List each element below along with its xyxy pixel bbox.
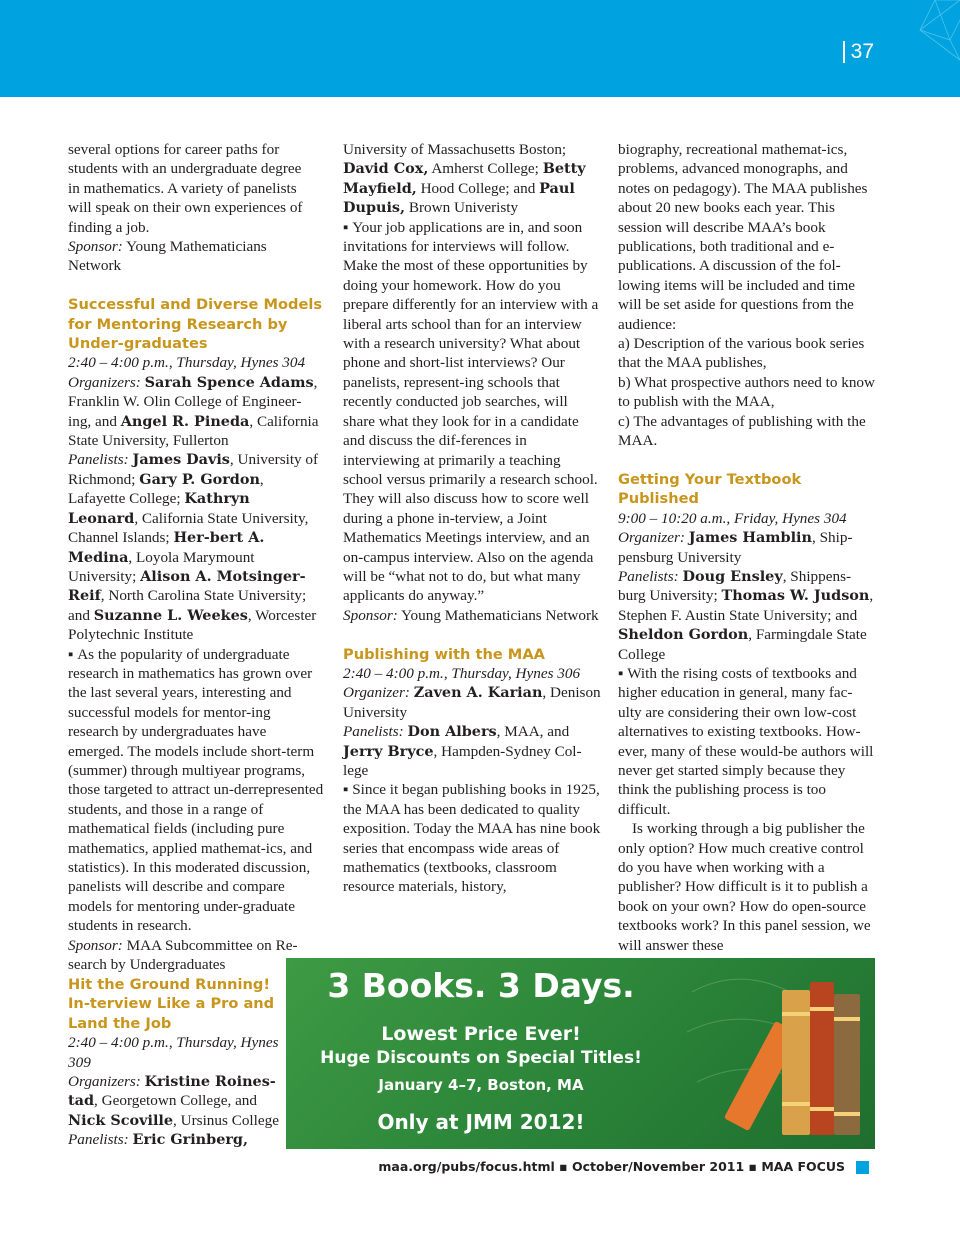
session-time: 9:00 – 10:20 a.m., Friday, Hynes 304 <box>618 509 847 527</box>
sponsor-text: Young Mathematicians <box>122 238 267 256</box>
sponsor-line <box>68 237 324 256</box>
text-line: students with an undergraduate degree <box>68 160 302 178</box>
session-time: 2:40 – 4:00 p.m., Thursday, Hynes 304 <box>68 354 306 372</box>
panelists-label: Panelists: <box>618 567 679 585</box>
affiliation: , Loyola Marymount University; <box>68 548 255 585</box>
affiliation: , Ship-pensburg University <box>618 529 853 566</box>
person-name: Thomas W. Judson <box>721 587 870 605</box>
affiliation: , Stephen F. Austin State University; and <box>618 587 874 624</box>
ad-line: Lowest Price Ever! <box>381 1023 581 1045</box>
affiliation: , Lafayette College; <box>68 470 264 508</box>
organizers <box>68 1072 282 1130</box>
list-item: a) Description of the various book series that the MAA publishes, <box>618 335 865 372</box>
text-line: Network <box>68 257 122 275</box>
sponsor-label: Sponsor: <box>343 606 398 624</box>
books-icon <box>687 972 867 1142</box>
organizers <box>68 373 324 451</box>
ad-line: Huge Discounts on Special Titles! <box>320 1048 642 1068</box>
affiliation: , University of Richmond; <box>68 451 319 488</box>
panelists <box>343 722 601 780</box>
person-name: Kathryn Leonard <box>68 490 250 527</box>
footer-square-marker <box>856 1161 869 1174</box>
text-line: finding a job. <box>68 218 150 236</box>
person-name: Gary P. Gordon <box>139 470 260 488</box>
list-item: b) What prospective authors need to know to publish with the MAA, <box>618 373 875 411</box>
organizers-label: Organizer: <box>343 684 410 702</box>
session-block-interview <box>68 975 282 1150</box>
affiliation: , Shippens-burg University; <box>618 567 852 605</box>
person-name: Nick Scoville <box>68 1111 174 1129</box>
affiliation: , North Carolina State University; and <box>68 587 307 624</box>
person-name: Sheldon Gordon <box>618 626 749 644</box>
ad-line: January 4–7, Boston, MA <box>378 1076 584 1094</box>
page-number <box>843 40 874 64</box>
session-title: Publishing with the MAA <box>343 645 545 663</box>
person-name: Eric Grinberg, <box>132 1131 249 1149</box>
sponsor-label: Sponsor: <box>68 238 123 256</box>
text-line: in mathematics. A variety of panelists <box>68 179 297 197</box>
panelists <box>68 1130 282 1149</box>
ad-line: Only at JMM 2012! <box>377 1110 585 1134</box>
geometric-ornament-icon <box>860 0 960 97</box>
session-description: ▪ Since it began publishing books in 1925, the MAA has been dedicated to quality exposition. Today the MAA has nine book series that encompass wide areas of mathematics (textbooks, classroom resource materials, history, <box>343 780 601 896</box>
session-title: Successful and Diverse Models for Mentoring Research by Under-graduates <box>68 296 323 353</box>
session-description-continued: biography, recreational mathemat-ics, problems, advanced monographs, and notes on pedagogy). The MAA publishes about 20 new books each year. This session will describe MAA’s book publications, both traditional and e-publications. A discussion of the fol-lowing items will be included and time will be set aside for questions from the audience: <box>618 141 868 333</box>
page-number-text: 37 <box>850 40 874 63</box>
column-3 <box>618 140 876 955</box>
sponsor-line <box>343 606 601 625</box>
organizers-label: Organizers: <box>68 1073 141 1091</box>
affiliation: Hood College; and <box>416 179 540 197</box>
session-title: Getting Your Textbook Published <box>618 470 802 508</box>
panelists-label: Panelists: <box>68 451 129 469</box>
affiliation: , Worcester Polytechnic Institute <box>68 606 317 644</box>
affiliation: University of Massachusetts Boston; <box>343 141 567 158</box>
person-name: James Hamblin <box>688 529 812 547</box>
organizers-label: Organizers: <box>68 373 141 391</box>
session-description: ▪ With the rising costs of textbooks and higher education in general, many fac-ulty are considering their own low-cost alternatives to existing textbooks. How-ever, many of these would-be authors will never get started simply because they think the publishing process is too difficult. <box>618 664 876 819</box>
person-name: Doug Ensley <box>682 567 783 585</box>
person-name: Kristine Roines-tad <box>68 1073 276 1110</box>
person-name: David Cox, <box>343 160 429 178</box>
person-name: Her-bert A. Medina <box>68 529 265 566</box>
person-name: Sarah Spence Adams <box>144 373 314 391</box>
affiliation: , Georgetown College, and <box>94 1092 257 1110</box>
divider <box>843 41 845 63</box>
sponsor-text: Young Mathematicians Network <box>397 606 599 624</box>
affiliation: , California State University, Fullerton <box>68 412 319 450</box>
affiliation: , Farmingdale State College <box>618 626 867 663</box>
affiliation: , Denison University <box>343 684 601 721</box>
person-name: James Davis <box>132 451 230 469</box>
affiliation: Amherst College; <box>428 160 543 178</box>
column-2 <box>343 140 601 897</box>
text-line: several options for career paths for <box>68 141 280 158</box>
header-bar <box>0 0 960 97</box>
session-title: Hit the Ground Running! In-terview Like a Pro and Land the Job <box>68 976 275 1032</box>
organizers <box>618 528 876 567</box>
text-line: will speak on their own experiences of <box>68 199 303 217</box>
panelists-continued <box>343 140 601 218</box>
session-time: 2:40 – 4:00 p.m., Thursday, Hynes 309 <box>68 1034 279 1071</box>
affiliation: Brown Univeristy <box>405 199 519 217</box>
sponsor-label: Sponsor: <box>68 936 123 954</box>
person-name: Jerry Bryce <box>343 742 434 760</box>
sponsor-text: MAA Subcommittee on Re-search by Undergraduates <box>68 936 298 974</box>
person-name: Suzanne L. Weekes <box>93 606 248 624</box>
person-name: Paul Dupuis, <box>343 179 575 217</box>
panelists-label: Panelists: <box>68 1131 129 1149</box>
jmm-book-sale-ad[interactable] <box>286 958 875 1149</box>
session-description: ▪ As the popularity of undergraduate research in mathematics has grown over the last several years, interesting and successful models for mentor-ing research by undergraduates have emerged. The models include short-term (summer) through multiyear programs, those targeted to attract un-derrepresented students, and those in a range of mathematical fields (including pure mathematics, applied mathemat-ics, and statistics). In this moderated discussion, panelists will describe and compare models for mentoring under-graduate students in research. <box>68 645 324 936</box>
affiliation: , Ursinus College <box>173 1111 279 1129</box>
ad-headline: 3 Books. 3 Days. <box>327 966 635 1005</box>
session-time: 2:40 – 4:00 p.m., Thursday, Hynes 306 <box>343 664 581 682</box>
column-1 <box>68 140 324 974</box>
person-name: Don Albers <box>407 723 497 741</box>
person-name: Alison A. Motsinger-Reif <box>68 567 306 605</box>
panelists <box>618 567 876 664</box>
panelists-label: Panelists: <box>343 723 404 741</box>
person-name: Angel R. Pineda <box>120 412 250 430</box>
person-name: Zaven A. Karian <box>413 684 543 702</box>
person-name: Betty Mayfield, <box>343 160 586 197</box>
affiliation: , Hampden-Sydney Col-lege <box>343 742 582 779</box>
affiliation: , California State University, Channel Islands; <box>68 509 309 547</box>
list-item: c) The advantages of publishing with the MAA. <box>618 412 866 450</box>
panelists <box>68 450 324 644</box>
page-footer: maa.org/pubs/focus.html ▪ October/November 2011 ▪ MAA FOCUS <box>378 1159 845 1174</box>
session-description: ▪ Your job applications are in, and soon invitations for interviews will follow. Make the most of these opportunities by doing your homework. How do you prepare differently for an interview with a liberal arts school than for an interview with a research university? What about phone and short-list interviews? Our panelists, represent-ing schools that recently conducted job searches, will share what they look for in a candidate and discuss the dif-ferences in interviewing at primarily a teaching school versus primarily a research school. They will also discuss how to score well during a phone in-terview, a Joint Mathematics Meetings interview, and an on-campus interview. Also on the agenda will be “what not to do, but what many applicants do anyway.” <box>343 218 601 606</box>
affiliation: , Franklin W. Olin College of Engineer-ing, and <box>68 373 318 430</box>
organizers-label: Organizer: <box>618 529 685 547</box>
session-description: Is working through a big publisher the only option? How much creative control do you have when working with a publisher? How difficult is it to publish a book on your own? How do open-source textbooks work? In this panel session, we will answer these <box>618 820 871 954</box>
affiliation: , MAA, and <box>496 723 570 741</box>
organizers <box>343 683 601 722</box>
